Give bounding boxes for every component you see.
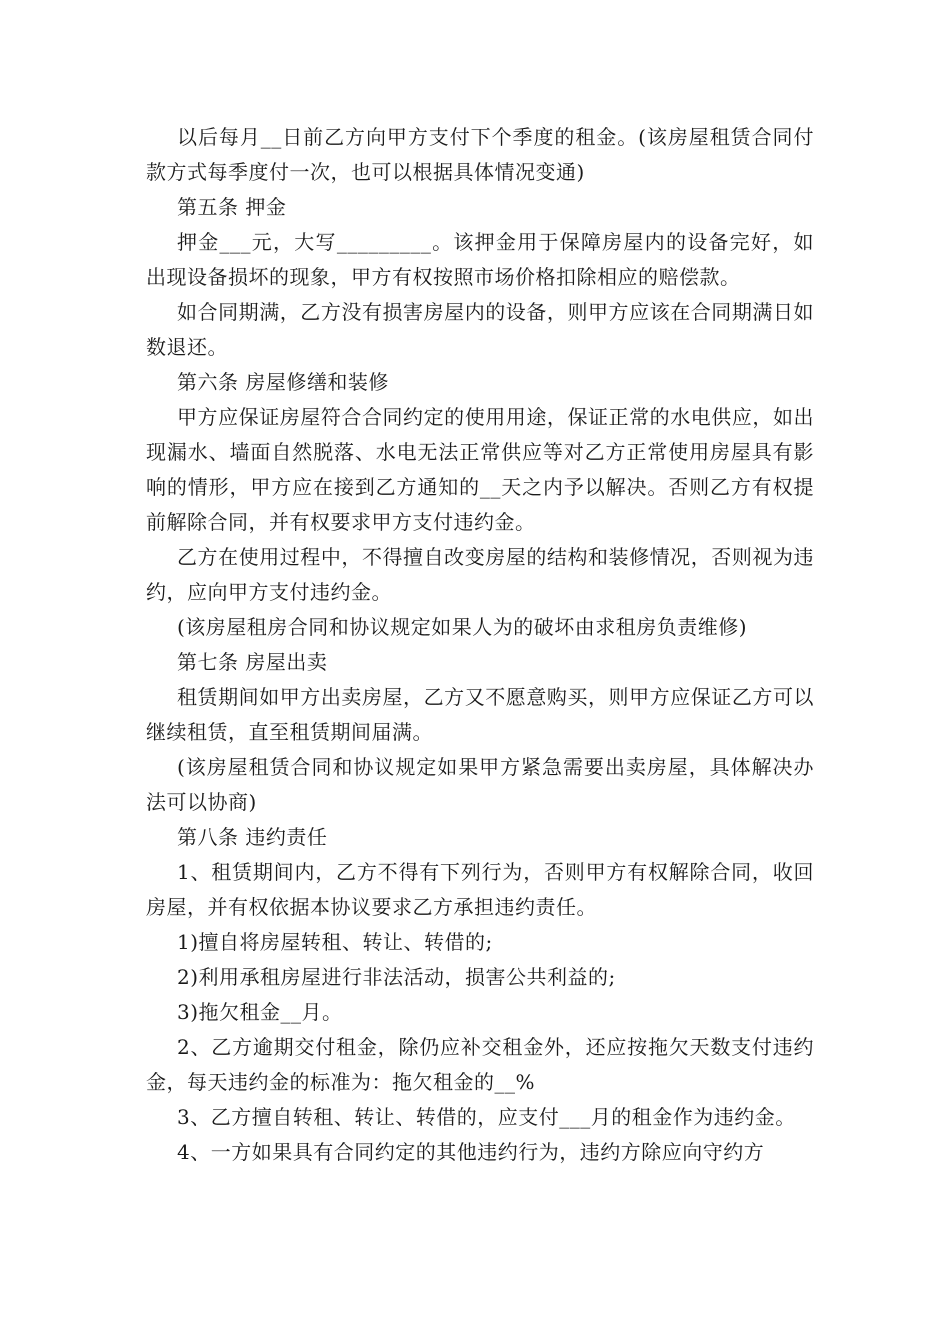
paragraph-sale-note: (该房屋租赁合同和协议规定如果甲方紧急需要出卖房屋，具体解决办法可以协商) bbox=[146, 755, 814, 814]
heading-article-6: 第六条 房屋修缮和装修 bbox=[177, 370, 389, 394]
paragraph-payment-terms: 以后每月__日前乙方向甲方支付下个季度的租金。(该房屋租赁合同付款方式每季度付一次，也可以根据具体情况变通) bbox=[146, 125, 814, 184]
list-item-breach-1-3: 3)拖欠租金__月。 bbox=[177, 1000, 343, 1024]
paragraph-house-sale: 租赁期间如甲方出卖房屋，乙方又不愿意购买，则甲方应保证乙方可以继续租赁，直至租赁期间届满。 bbox=[146, 685, 814, 744]
heading-article-8: 第八条 违约责任 bbox=[177, 825, 328, 849]
document-page bbox=[146, 120, 814, 1170]
paragraph-breach-3: 3、乙方擅自转租、转让、转借的，应支付___月的租金作为违约金。 bbox=[177, 1105, 796, 1129]
paragraph-breach-2: 2、乙方逾期交付租金，除仍应补交租金外，还应按拖欠天数支付违约金，每天违约金的标准为：拖欠租金的__% bbox=[146, 1035, 814, 1094]
paragraph-breach-4: 4、一方如果具有合同约定的其他违约行为，违约方除应向守约方 bbox=[177, 1140, 765, 1164]
paragraph-repair-obligation: 甲方应保证房屋符合合同约定的使用用途，保证正常的水电供应，如出现漏水、墙面自然脱落、水电无法正常供应等对乙方正常使用房屋具有影响的情形，甲方应在接到乙方通知的__天之内予以解决。否则乙方有权提前解除合同，并有权要求甲方支付违约金。 bbox=[146, 405, 814, 534]
paragraph-deposit-refund: 如合同期满，乙方没有损害房屋内的设备，则甲方应该在合同期满日如数退还。 bbox=[146, 300, 814, 359]
heading-article-5: 第五条 押金 bbox=[177, 195, 287, 219]
paragraph-breach-1: 1、租赁期间内，乙方不得有下列行为，否则甲方有权解除合同，收回房屋，并有权依据本协议要求乙方承担违约责任。 bbox=[146, 860, 814, 919]
heading-article-7: 第七条 房屋出卖 bbox=[177, 650, 328, 674]
list-item-breach-1-1: 1)擅自将房屋转租、转让、转借的; bbox=[177, 930, 493, 954]
paragraph-structure-change: 乙方在使用过程中，不得擅自改变房屋的结构和装修情况，否则视为违约，应向甲方支付违约金。 bbox=[146, 545, 814, 604]
paragraph-deposit: 押金___元，大写_________。该押金用于保障房屋内的设备完好，如出现设备损坏的现象，甲方有权按照市场价格扣除相应的赔偿款。 bbox=[146, 230, 814, 289]
paragraph-repair-note: (该房屋租房合同和协议规定如果人为的破坏由求租房负责维修) bbox=[177, 615, 748, 639]
list-item-breach-1-2: 2)利用承租房屋进行非法活动，损害公共利益的; bbox=[177, 965, 616, 989]
